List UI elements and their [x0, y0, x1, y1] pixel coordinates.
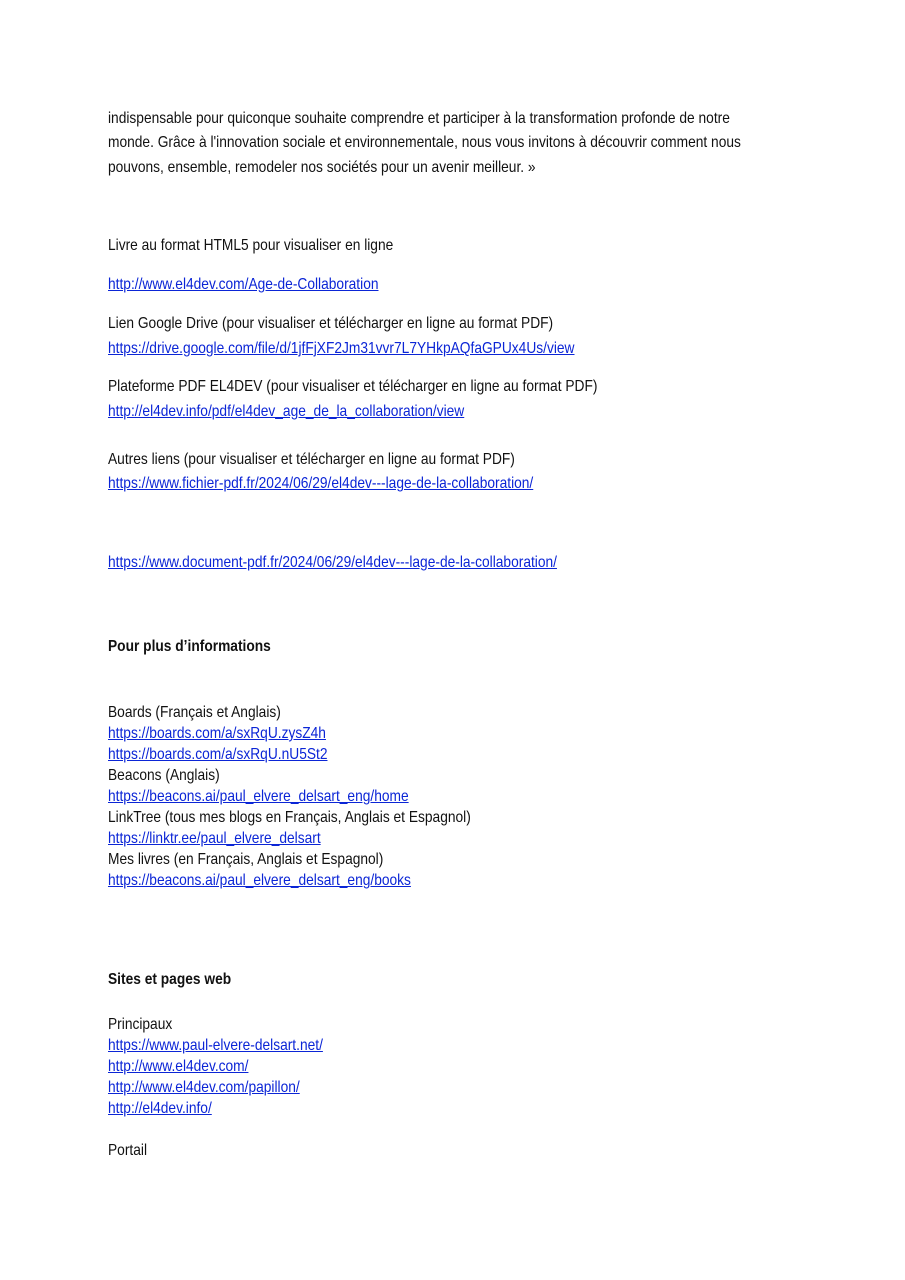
html5-label: Livre au format HTML5 pour visualiser en ligne — [108, 237, 394, 254]
site-link[interactable]: http://www.el4dev.com/ — [108, 1058, 249, 1075]
platform-link[interactable]: http://el4dev.info/pdf/el4dev_age_de_la_collaboration/view — [108, 403, 465, 420]
site-link[interactable]: http://el4dev.info/ — [108, 1100, 212, 1117]
intro-line-2: monde. Grâce à l'innovation sociale et environnementale, nous vous invitons à découvrir comment nous — [108, 134, 741, 151]
info-heading: Pour plus d’informations — [108, 638, 271, 655]
books-link[interactable]: https://beacons.ai/paul_elvere_delsart_eng/books — [108, 872, 411, 889]
gdrive-link[interactable]: https://drive.google.com/file/d/1jfFjXF2Jm31vvr7L7YHkpAQfaGPUx4Us/view — [108, 340, 575, 357]
others-label: Autres liens (pour visualiser et télécharger en ligne au format PDF) — [108, 451, 515, 468]
boards-link-1[interactable]: https://boards.com/a/sxRqU.zysZ4h — [108, 725, 326, 742]
fichier-pdf-link[interactable]: https://www.fichier-pdf.fr/2024/06/29/el4dev---lage-de-la-collaboration/ — [108, 475, 534, 492]
html5-link[interactable]: http://www.el4dev.com/Age-de-Collaboration — [108, 276, 379, 293]
boards-label: Boards (Français et Anglais) — [108, 704, 281, 721]
linktree-label: LinkTree (tous mes blogs en Français, Anglais et Espagnol) — [108, 809, 471, 826]
portal-label: Portail — [108, 1142, 148, 1159]
books-label: Mes livres (en Français, Anglais et Espagnol) — [108, 851, 384, 868]
beacons-link[interactable]: https://beacons.ai/paul_elvere_delsart_eng/home — [108, 788, 409, 805]
gdrive-label: Lien Google Drive (pour visualiser et télécharger en ligne au format PDF) — [108, 315, 554, 332]
document-pdf-link[interactable]: https://www.document-pdf.fr/2024/06/29/el4dev---lage-de-la-collaboration/ — [108, 554, 557, 571]
site-link[interactable]: http://www.el4dev.com/papillon/ — [108, 1079, 300, 1096]
site-link[interactable]: https://www.paul-elvere-delsart.net/ — [108, 1037, 323, 1054]
intro-line-1: indispensable pour quiconque souhaite comprendre et participer à la transformation profonde de notre — [108, 110, 730, 127]
main-sites-label: Principaux — [108, 1016, 173, 1033]
linktree-link[interactable]: https://linktr.ee/paul_elvere_delsart — [108, 830, 321, 847]
sites-heading: Sites et pages web — [108, 971, 232, 988]
intro-line-3: pouvons, ensemble, remodeler nos sociétés pour un avenir meilleur. » — [108, 159, 536, 176]
beacons-label: Beacons (Anglais) — [108, 767, 220, 784]
boards-link-2[interactable]: https://boards.com/a/sxRqU.nU5St2 — [108, 746, 328, 763]
platform-label: Plateforme PDF EL4DEV (pour visualiser et télécharger en ligne au format PDF) — [108, 378, 598, 395]
